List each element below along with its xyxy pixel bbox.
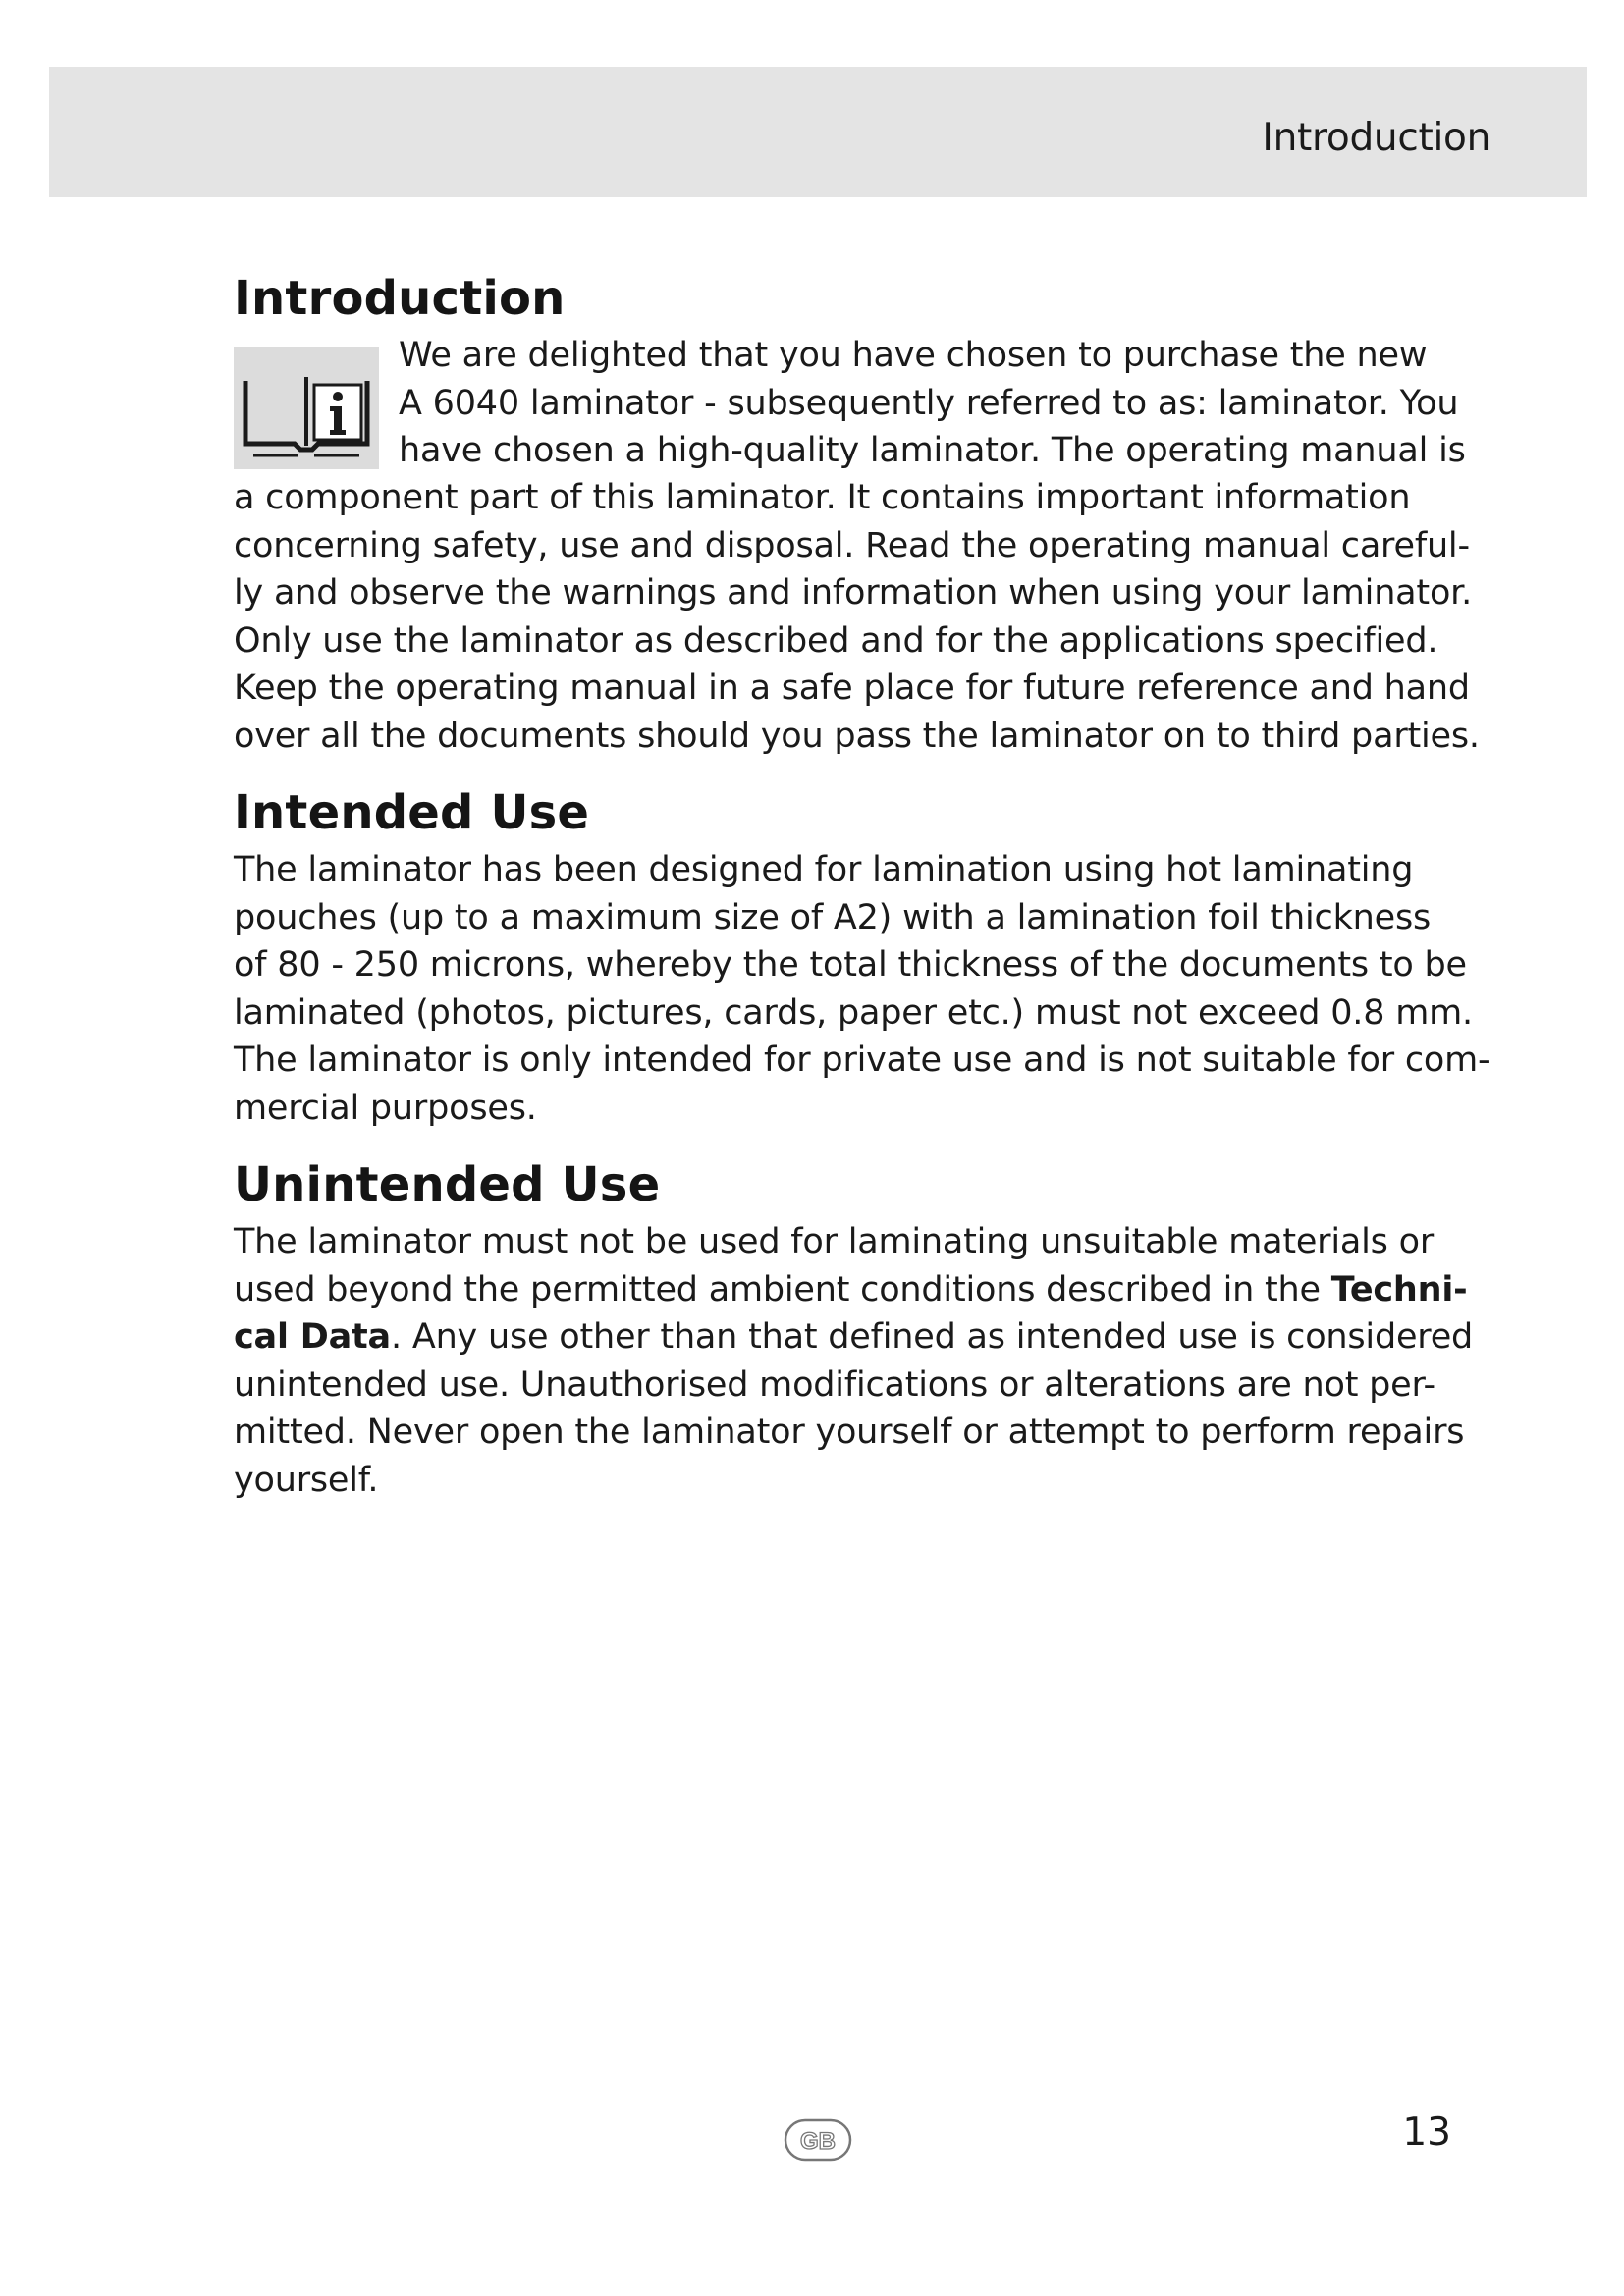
country-badge xyxy=(784,2118,852,2162)
technical-data-reference-part1: Techni- xyxy=(1330,1269,1468,1309)
section-unintended-use xyxy=(234,1151,1474,1504)
country-badge-label: GB xyxy=(800,2128,836,2155)
intro-line-8: Keep the operating manual in a safe place for future reference and hand xyxy=(234,668,1470,708)
unintended-line-4: unintended use. Unauthorised modifications or alterations are not per- xyxy=(234,1364,1435,1405)
intended-line-6: mercial purposes. xyxy=(234,1088,537,1128)
page-content xyxy=(234,265,1490,1504)
unintended-line-3-text: . Any use other than that defined as intended use is considered xyxy=(390,1317,1474,1357)
heading-intended-use: Intended Use xyxy=(234,785,590,840)
heading-introduction: Introduction xyxy=(234,271,566,326)
intended-line-2: pouches (up to a maximum size of A2) with a lamination foil thickness xyxy=(234,897,1432,937)
intro-line-9: over all the documents should you pass the laminator on to third parties. xyxy=(234,716,1480,756)
intro-line-3: have chosen a high-quality laminator. The operating manual is xyxy=(399,431,1466,470)
intended-line-3: of 80 - 250 microns, whereby the total thickness of the documents to be xyxy=(234,945,1467,985)
unintended-line-2 xyxy=(234,1266,1468,1314)
intended-line-4: laminated (photos, pictures, cards, paper etc.) must not exceed 0.8 mm. xyxy=(234,992,1473,1033)
intro-line-5: concerning safety, use and disposal. Read the operating manual careful- xyxy=(234,525,1470,565)
heading-unintended-use: Unintended Use xyxy=(234,1157,661,1212)
intended-line-1: The laminator has been designed for lamination using hot laminating xyxy=(234,850,1414,889)
intro-line-1: We are delighted that you have chosen to purchase the new xyxy=(399,336,1428,375)
intended-line-5: The laminator is only intended for private use and is not suitable for com- xyxy=(234,1041,1490,1080)
running-header-title: Introduction xyxy=(1262,116,1490,160)
intended-use-text xyxy=(234,846,1490,1132)
unintended-line-5: mitted. Never open the laminator yourself or attempt to perform repairs xyxy=(234,1413,1465,1452)
intro-line-4: a component part of this laminator. It contains important information xyxy=(234,478,1411,517)
unintended-line-2-text: used beyond the permitted ambient conditions described in the xyxy=(234,1269,1331,1309)
info-manual-icon xyxy=(234,347,379,469)
section-intended-use xyxy=(234,779,1490,1132)
technical-data-reference-part2: cal Data xyxy=(234,1317,391,1357)
section-introduction xyxy=(234,265,1480,760)
unintended-line-6: yourself. xyxy=(234,1460,379,1500)
intro-line-2: A 6040 laminator - subsequently referred to as: laminator. You xyxy=(399,383,1459,423)
intro-line-6: ly and observe the warnings and information when using your laminator. xyxy=(234,573,1473,613)
unintended-line-3 xyxy=(234,1313,1474,1362)
introduction-text xyxy=(234,332,1480,760)
unintended-line-1: The laminator must not be used for laminating unsuitable materials or xyxy=(234,1222,1435,1261)
page-number: 13 xyxy=(1402,2110,1451,2155)
unintended-use-text xyxy=(234,1218,1474,1504)
intro-line-7: Only use the laminator as described and for the applications specified. xyxy=(234,620,1438,661)
